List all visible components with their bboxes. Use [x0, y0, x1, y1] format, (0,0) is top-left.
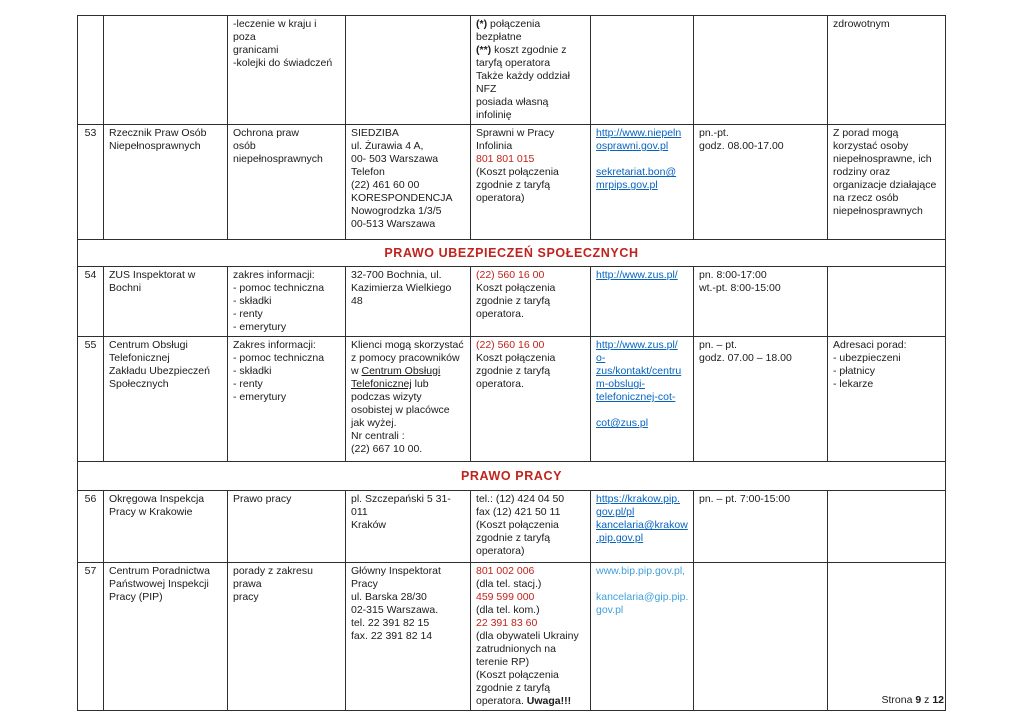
text-run: pn. – pt. 7:00-15:00 — [699, 493, 791, 505]
text-run: Pracy w Krakowie — [109, 506, 193, 518]
text-run: 22 391 83 60 — [476, 617, 538, 629]
text-run: 56 — [84, 493, 97, 505]
cell-address — [346, 337, 471, 462]
cell-website-email — [591, 491, 694, 563]
cell-row-number — [78, 491, 104, 563]
cell-phone-info — [471, 491, 591, 563]
text-run: z pomocy pracowników — [351, 352, 460, 364]
text-run: Kazimierza Wielkiego — [351, 282, 452, 294]
text-run: zatrudnionych na — [476, 643, 556, 655]
text-run: Nowogrodzka 1/3/5 — [351, 205, 442, 217]
text-run: - pomoc techniczna — [233, 282, 325, 294]
text-run: Telefonicznej — [351, 378, 412, 390]
text-run: wt.-pt. 8:00-15:00 — [699, 282, 781, 294]
text-run: niepełnosprawnych — [233, 153, 323, 165]
text-run: fax. 22 391 82 14 — [351, 630, 433, 642]
url-link[interactable]: mrpips.gov.pl — [596, 179, 658, 191]
table-row — [78, 125, 946, 240]
cell-institution — [104, 16, 228, 125]
text-run: osobistej w placówce — [351, 404, 450, 416]
cell-notes — [828, 337, 946, 462]
url-link[interactable]: telefonicznej-cot- — [596, 391, 676, 403]
cell-notes — [828, 267, 946, 337]
cell-institution — [104, 267, 228, 337]
text-run: zgodnie z taryfą — [476, 365, 551, 377]
cell-institution — [104, 337, 228, 462]
cell-scope — [228, 125, 346, 240]
text-run: (dla tel. stacj.) — [476, 578, 542, 590]
cell-address — [346, 563, 471, 711]
text-run: lub — [411, 378, 429, 390]
text-run: Także każdy oddział NFZ — [476, 70, 570, 95]
text-run: 02-315 Warszawa. — [351, 604, 439, 616]
text-run: (Koszt połączenia — [476, 669, 559, 681]
cell-scope — [228, 337, 346, 462]
cell-website-email — [591, 16, 694, 125]
text-run: Nr centrali : — [351, 430, 405, 442]
text-run: posiada własną infolinię — [476, 96, 549, 121]
text-run: (22) 667 10 00. — [351, 443, 423, 455]
text-run: zgodnie z taryfą — [476, 295, 551, 307]
text-run: - pomoc techniczna — [233, 352, 325, 364]
text-run: (*) — [476, 18, 488, 30]
cell-row-number — [78, 125, 104, 240]
cell-phone-info — [471, 16, 591, 125]
text-run: (22) 461 60 00 — [351, 179, 420, 191]
cell-institution — [104, 125, 228, 240]
text-run: Państwowej Inspekcji — [109, 578, 209, 590]
cell-hours — [694, 267, 828, 337]
text-run: Koszt połączenia — [476, 282, 556, 294]
text-run: - płatnicy — [833, 365, 876, 377]
cell-address — [346, 16, 471, 125]
text-run: w — [351, 365, 362, 377]
text-run: godz. 07.00 – 18.00 — [699, 352, 792, 364]
section-row — [78, 462, 946, 491]
cell-phone-info — [471, 125, 591, 240]
cell-institution — [104, 563, 228, 711]
url-link[interactable]: zus/kontakt/centru — [596, 365, 682, 377]
text-run: 55 — [84, 339, 97, 351]
text-run: 459 599 000 — [476, 591, 535, 603]
text-run: pn. – pt. — [699, 339, 737, 351]
text-run: Centrum Obsługi — [109, 339, 188, 351]
text-run: Telefonicznej — [109, 352, 170, 364]
text-run: SIEDZIBA — [351, 127, 399, 139]
email-link[interactable]: kancelaria@krakow — [596, 519, 688, 531]
text-run: terenie RP) — [476, 656, 530, 668]
cell-phone-info — [471, 337, 591, 462]
url-link[interactable]: m-obslugi- — [596, 378, 646, 390]
url-link[interactable]: http://www.zus.pl/ — [596, 269, 678, 281]
cell-website-email — [591, 337, 694, 462]
text-run: - emerytury — [233, 321, 287, 333]
text-run: ZUS Inspektorat w — [109, 269, 196, 281]
text-run: (**) — [476, 44, 492, 56]
text-run: - renty — [233, 378, 263, 390]
table-row — [78, 267, 946, 337]
text-run: operatora. — [476, 308, 524, 320]
text-run: pl. Szczepański 5 31-011 — [351, 493, 451, 518]
text-run: Kraków — [351, 519, 387, 531]
cell-notes — [828, 563, 946, 711]
cell-notes — [828, 125, 946, 240]
text-run: jak wyżej. — [351, 417, 397, 429]
text-run: Ochrona praw — [233, 127, 299, 139]
text-run: zdrowotnym — [833, 18, 890, 30]
text-run: taryfą operatora — [476, 57, 551, 69]
cell-row-number — [78, 16, 104, 125]
url-link[interactable]: .pip.gov.pl — [596, 532, 644, 544]
text-run: Pracy — [351, 578, 378, 590]
text-run: 801 801 015 — [476, 153, 535, 165]
url-link[interactable]: gov.pl/pl — [596, 506, 635, 518]
text-run: osób — [233, 140, 256, 152]
cell-scope — [228, 16, 346, 125]
text-run: 57 — [84, 565, 97, 577]
cell-row-number — [78, 337, 104, 462]
text-run: 53 — [84, 127, 97, 139]
text-run: Telefon — [351, 166, 385, 178]
url-link[interactable]: o- — [596, 352, 606, 364]
table-body — [78, 16, 946, 711]
text-run: -kolejki do świadczeń — [233, 57, 333, 69]
text-run: operatora) — [476, 192, 525, 204]
cell-row-number — [78, 267, 104, 337]
section-header: PRAWO PRACY — [78, 462, 946, 491]
text-run: pn.-pt. — [699, 127, 729, 139]
cell-phone-info — [471, 267, 591, 337]
cell-address — [346, 267, 471, 337]
text-run: ul. Żurawia 4 A, — [351, 140, 424, 152]
text-run: 00-513 Warszawa — [351, 218, 436, 230]
section-row — [78, 240, 946, 267]
text-run: zgodnie z taryfą — [476, 682, 551, 694]
page-number — [882, 694, 944, 706]
text-run: Prawo pracy — [233, 493, 292, 505]
email-link[interactable]: cot@zus.pl — [596, 417, 649, 429]
cell-phone-info — [471, 563, 591, 711]
text-run: KORESPONDENCJA — [351, 192, 453, 204]
text-run: (Koszt połączenia — [476, 166, 559, 178]
cell-hours — [694, 16, 828, 125]
text-run: godz. 08.00-17.00 — [699, 140, 784, 152]
text-run: - renty — [233, 308, 263, 320]
text-run: operatora. — [476, 378, 524, 390]
text-run: Rzecznik Praw Osób — [109, 127, 207, 139]
cell-notes — [828, 16, 946, 125]
text-run: - składki — [233, 365, 272, 377]
text-run: organizacje działające — [833, 179, 937, 191]
cell-scope — [228, 563, 346, 711]
page-number-separator: z — [921, 694, 933, 706]
table-row — [78, 337, 946, 462]
text-run: Uwaga!!! — [526, 695, 572, 707]
email-link[interactable]: kancelaria@gip.pip. — [596, 591, 689, 603]
text-run: porady z zakresu prawa — [233, 565, 313, 590]
text-run: (22) 560 16 00 — [476, 339, 545, 351]
text-run: Koszt połączenia — [476, 352, 556, 364]
url-link[interactable]: www.bip.pip.gov.pl, — [596, 565, 686, 577]
email-link[interactable]: sekretariat.bon@ — [596, 166, 677, 178]
text-run: 00- 503 Warszawa — [351, 153, 439, 165]
text-run: Centrum Poradnictwa — [109, 565, 210, 577]
text-run: tel.: (12) 424 04 50 — [476, 493, 565, 505]
text-run: pn. 8:00-17:00 — [699, 269, 767, 281]
text-run: (22) 560 16 00 — [476, 269, 545, 281]
cell-website-email — [591, 563, 694, 711]
cell-scope — [228, 267, 346, 337]
page-number-current: 9 — [915, 694, 922, 706]
text-run: operatora) — [476, 545, 525, 557]
text-run: Infolinia — [476, 140, 513, 152]
text-run: - lekarze — [833, 378, 874, 390]
text-run: operatora. — [476, 695, 527, 707]
text-run: (dla obywateli Ukrainy — [476, 630, 579, 642]
text-run: - ubezpieczeni — [833, 352, 901, 364]
text-run: Klienci mogą skorzystać — [351, 339, 464, 351]
text-run: 54 — [84, 269, 97, 281]
cell-institution — [104, 491, 228, 563]
cell-scope — [228, 491, 346, 563]
cell-notes — [828, 491, 946, 563]
text-run: Społecznych — [109, 378, 169, 390]
cell-hours — [694, 491, 828, 563]
text-run: pracy — [233, 591, 259, 603]
text-run: rodziny oraz — [833, 166, 891, 178]
cell-hours — [694, 563, 828, 711]
text-run: 32-700 Bochnia, ul. — [351, 269, 442, 281]
text-run: na rzecz osób — [833, 192, 899, 204]
text-run: Sprawni w Pracy — [476, 127, 555, 139]
text-run: - emerytury — [233, 391, 287, 403]
text-run: połączenia — [487, 18, 541, 30]
text-run: 801 002 006 — [476, 565, 535, 577]
url-link[interactable]: http://www.niepeln — [596, 127, 682, 139]
text-run: niepełnosprawnych — [833, 205, 923, 217]
legal-aid-directory-table — [77, 15, 946, 711]
text-run: podczas wizyty — [351, 391, 422, 403]
text-run: granicami — [233, 44, 279, 56]
table-row — [78, 491, 946, 563]
page-number-total: 12 — [932, 694, 944, 706]
text-run: Adresaci porad: — [833, 339, 907, 351]
text-run: - składki — [233, 295, 272, 307]
text-run: Centrum Obsługi — [361, 365, 441, 377]
cell-website-email — [591, 125, 694, 240]
cell-hours — [694, 337, 828, 462]
text-run: ul. Barska 28/30 — [351, 591, 427, 603]
page-number-prefix: Strona — [881, 694, 916, 706]
text-run: zakres informacji: — [233, 269, 315, 281]
text-run: niepełnosprawne, ich — [833, 153, 932, 165]
text-run: tel. 22 391 82 15 — [351, 617, 430, 629]
text-run: Bochni — [109, 282, 142, 294]
cell-address — [346, 125, 471, 240]
section-header: PRAWO UBEZPIECZEŃ SPOŁECZNYCH — [78, 240, 946, 267]
url-link[interactable]: https://krakow.pip. — [596, 493, 681, 505]
text-run: Pracy (PIP) — [109, 591, 163, 603]
text-run: zgodnie z taryfą — [476, 179, 551, 191]
text-run: bezpłatne — [476, 31, 522, 43]
text-run: koszt zgodnie z — [491, 44, 567, 56]
table-row — [78, 16, 946, 125]
cell-website-email — [591, 267, 694, 337]
text-run: Zakładu Ubezpieczeń — [109, 365, 210, 377]
cell-row-number — [78, 563, 104, 711]
text-run: Główny Inspektorat — [351, 565, 441, 577]
url-link[interactable]: osprawni.gov.pl — [596, 140, 669, 152]
cell-hours — [694, 125, 828, 240]
url-link[interactable]: http://www.zus.pl/ — [596, 339, 678, 351]
text-run: (Koszt połączenia — [476, 519, 559, 531]
text-run: (dla tel. kom.) — [476, 604, 540, 616]
table-row — [78, 563, 946, 711]
text-run: Z porad mogą — [833, 127, 899, 139]
url-link[interactable]: gov.pl — [596, 604, 624, 616]
text-run: -leczenie w kraju i poza — [233, 18, 317, 43]
text-run: Niepełnosprawnych — [109, 140, 201, 152]
text-run: 48 — [351, 295, 363, 307]
text-run: Zakres informacji: — [233, 339, 316, 351]
text-run: fax (12) 421 50 11 — [476, 506, 561, 518]
cell-address — [346, 491, 471, 563]
text-run: Okręgowa Inspekcja — [109, 493, 205, 505]
text-run: zgodnie z taryfą — [476, 532, 551, 544]
text-run: korzystać osoby — [833, 140, 909, 152]
